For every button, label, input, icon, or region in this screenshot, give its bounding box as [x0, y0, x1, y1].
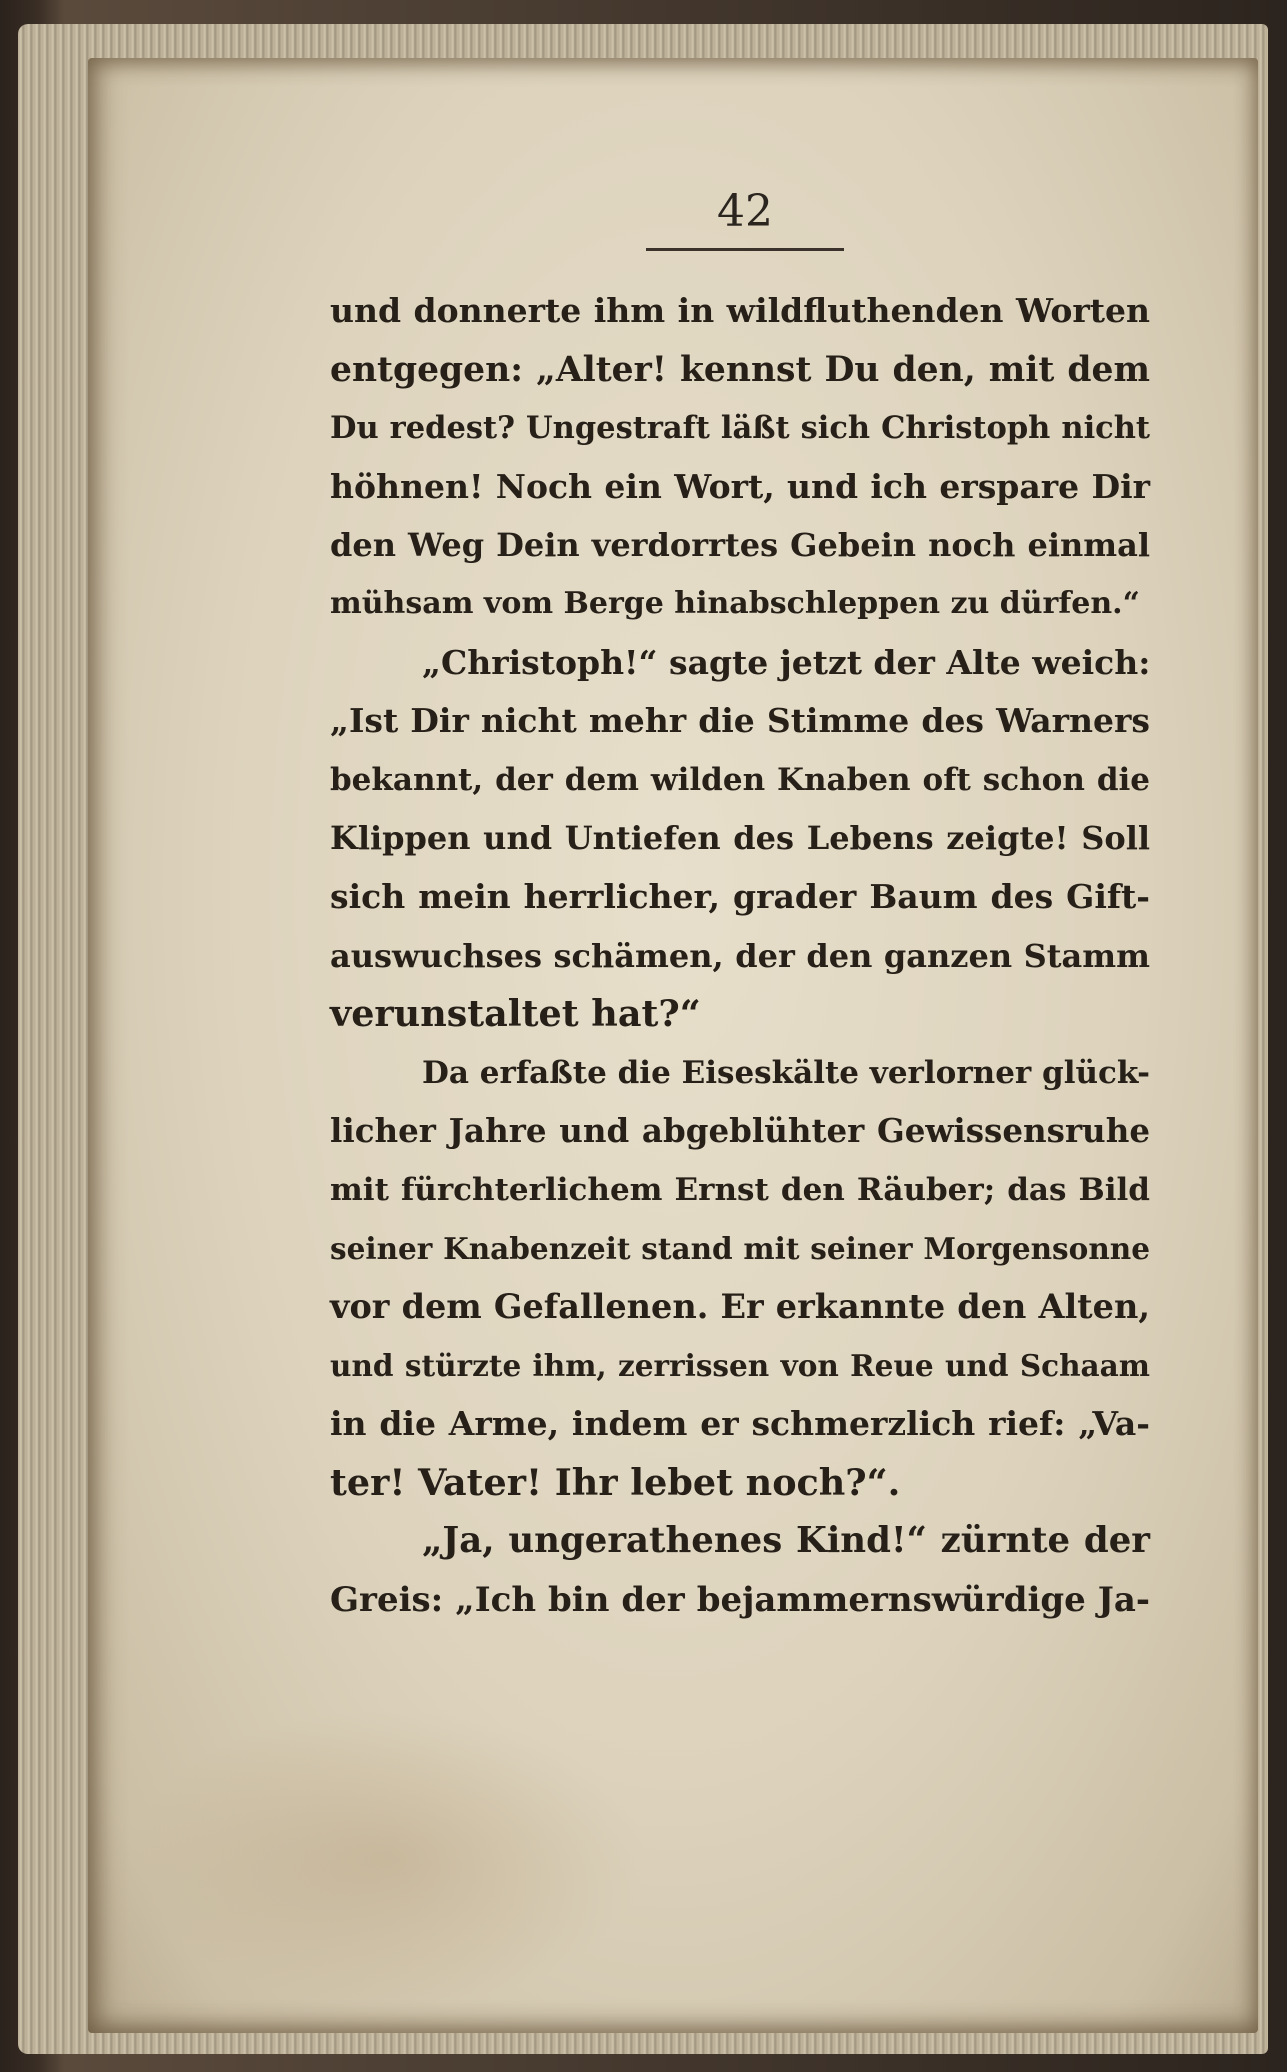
text-line: in die Arme, indem er schmerzlich rief: „Va- — [330, 1404, 1150, 1444]
text-line: bekannt, der dem wilden Knaben oft schon die — [330, 761, 1150, 798]
text-line: Greis: „Ich bin der bejammernswürdige Ja- — [330, 1580, 1150, 1621]
page-number-rule — [646, 248, 844, 251]
text-line: Du redest? Ungestraft läßt sich Christoph nicht — [330, 410, 1150, 447]
text-line: mit fürchterlichem Ernst den Räuber; das Bild — [330, 1171, 1150, 1208]
text-line: Klippen und Untiefen des Lebens zeigte! Soll — [330, 819, 1150, 858]
text-line: auswuchses schämen, der den ganzen Stamm — [330, 936, 1150, 975]
text-line: mühsam vom Berge hinabschleppen zu dürfen.“ — [330, 585, 1140, 621]
text-line: verunstaltet hat?“ — [330, 992, 701, 1036]
text-line: ter! Vater! Ihr lebet noch?“. — [330, 1460, 901, 1504]
text-line: höhnen! Noch ein Wort, und ich erspare Dir — [330, 466, 1150, 506]
paper-stain — [128, 1708, 648, 2008]
text-line: seiner Knabenzeit stand mit seiner Morgensonne — [330, 1230, 1150, 1266]
text-line: Da erfaßte die Eiseskälte verlorner glück- — [422, 1054, 1151, 1091]
text-line: „Ist Dir nicht mehr die Stimme des Warners — [330, 701, 1150, 741]
text-block — [330, 282, 1150, 1630]
page-number: 42 — [717, 186, 773, 237]
text-line: „Ja, ungerathenes Kind!“ zürnte der — [422, 1520, 1150, 1562]
text-line: entgegen: „Alter! kennst Du den, mit dem — [330, 349, 1150, 390]
text-line: und stürzte ihm, zerrissen von Reue und Schaam — [330, 1347, 1150, 1383]
text-line: vor dem Gefallenen. Er erkannte den Alten, — [330, 1287, 1150, 1327]
text-line: den Weg Dein verdorrtes Gebein noch einmal — [330, 526, 1150, 565]
text-line: und donnerte ihm in wildfluthenden Worten — [330, 291, 1150, 330]
text-line: „Christoph!“ sagte jetzt der Alte weich: — [422, 642, 1151, 682]
text-line: sich mein herrlicher, grader Baum des Gift- — [330, 876, 1150, 916]
text-line: licher Jahre und abgeblühter Gewissensruhe — [330, 1111, 1150, 1151]
